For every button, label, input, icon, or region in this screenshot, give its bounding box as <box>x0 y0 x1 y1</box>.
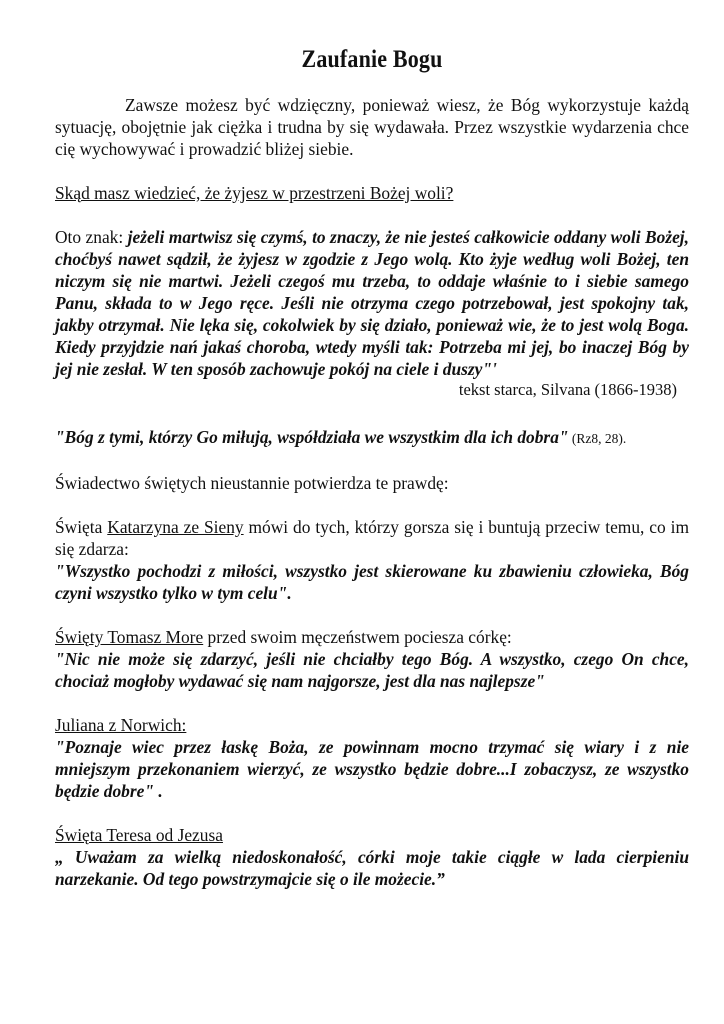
julian-quote: "Poznaje wiec przez łaskę Boża, ze powinnam mocno trzymać się wiary i z nie mniejszym przekonaniem wierzyć, ze wszystko będzie dobre...I zobaczysz, ze wszystko będzie dobre" . <box>55 737 689 801</box>
page-title: Zaufanie Bogu <box>301 46 443 73</box>
witness-intro: Świadectwo świętych nieustannie potwierdza te prawdę: <box>55 473 449 493</box>
catherine-name-link[interactable]: Katarzyna ze Sieny <box>107 517 244 537</box>
teresa-heading <box>55 824 689 846</box>
thomas-text: przed swoim męczeństwem pociesza córkę: <box>203 627 512 647</box>
sign-paragraph <box>55 226 689 380</box>
sign-source: tekst starca, Silvana (1866-1938) <box>458 380 677 399</box>
document-page <box>55 46 689 890</box>
intro-paragraph: Zawsze możesz być wdzięczny, ponieważ wiesz, że Bóg wykorzystuje każdą sytuację, obojętnie jak ciężka i trudna by się wydawała. Przez wszystkie wydarzenia chce cię wychowywać i prowadzić bliżej siebie. <box>55 95 689 159</box>
teresa-name-link[interactable]: Święta Teresa od Jezusa <box>55 825 223 845</box>
catherine-quote: "Wszystko pochodzi z miłości, wszystko jest skierowane ku zbawieniu człowieka, Bóg czyni wszystko tylko w tym celu". <box>55 561 689 603</box>
catherine-prefix: Święta <box>55 517 108 537</box>
question-heading: Skąd masz wiedzieć, że żyjesz w przestrzeni Bożej woli? <box>55 183 454 203</box>
julian-name-link[interactable]: Juliana z Norwich: <box>55 715 187 735</box>
sign-lead: Oto znak: <box>55 227 128 247</box>
scripture-reference: (Rz8, 28). <box>568 431 627 446</box>
thomas-paragraph <box>55 626 689 648</box>
thomas-name-link[interactable]: Święty Tomasz More <box>55 627 204 647</box>
catherine-text: mówi do tych, którzy gorsza się i buntują przeciw temu, co im się zdarza: <box>55 517 689 559</box>
scripture-paragraph <box>55 426 689 450</box>
sign-quote: jeżeli martwisz się czymś, to znaczy, że nie jesteś całkowicie oddany woli Bożej, choćbyś nawet sądził, że żyjesz w zgodzie z Jego wolą. Kto żyje według woli Bożej, ten niczym się nie martwi. Jeżeli czegoś mu trzeba, to oddaje właśnie to i siebie samego Panu, składa to w Jego ręce. Jeśli nie otrzyma czego potrzebował, jest spokojny tak, jakby otrzymał. Nie lęka się, cokolwiek by się działo, ponieważ wie, że to jest wolą Boga. Kiedy przyjdzie nań jakaś choroba, wtedy myśli tak: Potrzeba mi jej, bo inaczej Bóg by jej nie zesłał. W ten sposób zachowuje pokój na ciele i duszy"' <box>55 227 689 379</box>
thomas-quote: "Nic nie może się zdarzyć, jeśli nie chciałby tego Bóg. A wszystko, czego On chce, chociaż mogłoby wydawać się nam najgorsze, jest dla nas najlepsze" <box>55 649 689 691</box>
scripture-quote: "Bóg z tymi, którzy Go miłują, współdziała we wszystkim dla ich dobra" <box>55 427 569 447</box>
catherine-paragraph <box>55 516 689 560</box>
julian-heading <box>55 714 689 736</box>
teresa-quote: „ Uważam za wielką niedoskonałość, córki moje takie ciągłe w lada cierpieniu narzekanie. Od tego powstrzymajcie się o ile możecie.” <box>55 847 689 889</box>
